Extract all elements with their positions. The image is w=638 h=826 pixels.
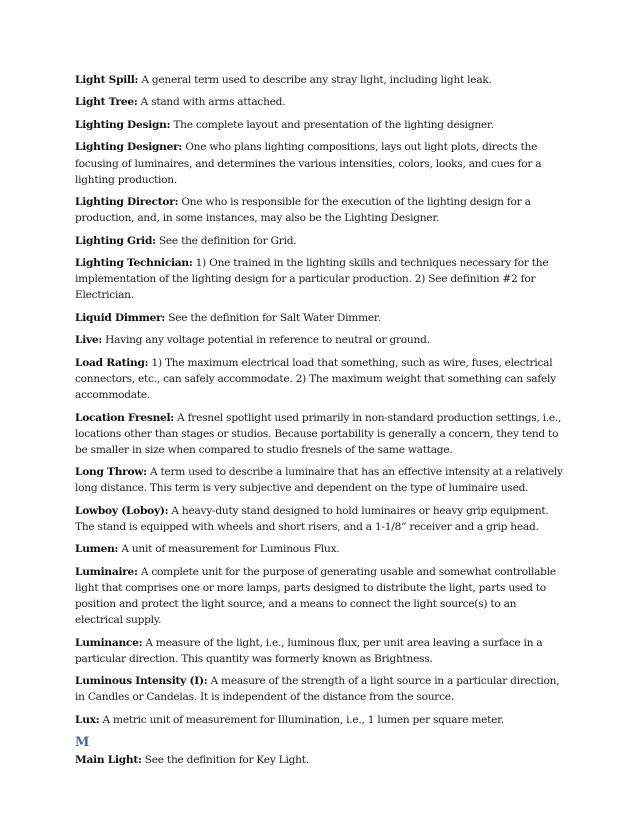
glossary-definition: The complete layout and presentation of the lighting designer. — [173, 118, 494, 131]
glossary-entries-m — [75, 752, 563, 768]
glossary-definition: Having any voltage potential in reference to neutral or ground. — [105, 334, 430, 347]
glossary-term: Location Fresnel: — [75, 411, 174, 424]
glossary-entry — [75, 464, 563, 496]
glossary-term: Liquid Dimmer: — [75, 311, 166, 324]
glossary-term: Lighting Technician: — [75, 257, 193, 270]
glossary-term: Long Throw: — [75, 466, 147, 479]
glossary-definition: One who plans lighting compositions, lays out light plots, directs the focusing of luminaires, and determines the various intensities, colors, looks, and cues for a lighting production. — [75, 141, 542, 186]
glossary-term: Lighting Designer: — [75, 141, 183, 154]
glossary-definition: 1) The maximum electrical load that something, such as wire, fuses, electrical connectors, etc., can safely accommodate. 2) The maximum weight that something can safely accommodate. — [75, 356, 556, 402]
glossary-entries-l — [75, 72, 563, 728]
glossary-entry — [75, 355, 563, 403]
glossary-term: Live: — [75, 334, 103, 347]
glossary-term: Load Rating: — [75, 356, 149, 369]
glossary-definition: See the definition for Salt Water Dimmer. — [168, 311, 381, 324]
glossary-term: Lowboy (Loboy): — [75, 504, 169, 517]
glossary-term: Lumen: — [75, 543, 119, 556]
glossary-definition: A general term used to describe any stray light, including light leak. — [141, 74, 492, 86]
glossary-entry — [75, 310, 563, 326]
glossary-entry — [75, 94, 563, 110]
glossary-term: Lighting Director: — [75, 196, 179, 209]
glossary-definition: A term used to describe a luminaire that has an effective intensity at a relatively long distance. This term is very subjective and dependent on the type of luminaire used. — [75, 466, 563, 495]
glossary-definition: One who is responsible for the execution of the lighting design for a production, and, in some instances, may also be the Lighting Designer. — [75, 196, 531, 225]
glossary-entry — [75, 673, 563, 705]
glossary-term: Luminaire: — [75, 565, 138, 578]
glossary-entry — [75, 635, 563, 667]
glossary-definition: A measure of the light, i.e., luminous flux, per unit area leaving a surface in a particular direction. This quantity was formerly known as Brightness. — [75, 636, 543, 665]
glossary-entry — [75, 194, 563, 226]
glossary-entry — [75, 564, 563, 628]
glossary-entry — [75, 410, 563, 458]
glossary-entry — [75, 72, 563, 88]
glossary-entry — [75, 712, 563, 728]
glossary-term: Lux: — [75, 713, 100, 726]
glossary-entry — [75, 541, 563, 557]
glossary-entry — [75, 332, 563, 348]
section-letter-heading: M — [75, 735, 90, 751]
glossary-entry — [75, 752, 563, 768]
glossary-term: Light Tree: — [75, 96, 138, 109]
glossary-term: Lighting Grid: — [75, 234, 156, 247]
glossary-definition: See the definition for Grid. — [158, 234, 297, 247]
glossary-definition: A metric unit of measurement for Illumination, i.e., 1 lumen per square meter. — [102, 713, 504, 726]
glossary-entry — [75, 255, 563, 303]
glossary-entry — [75, 139, 563, 187]
glossary-entry — [75, 117, 563, 133]
glossary-term: Luminance: — [75, 636, 143, 649]
glossary-entry — [75, 233, 563, 249]
glossary-term: Luminous Intensity (I): — [75, 675, 208, 688]
glossary-definition: A measure of the strength of a light source in a particular direction, in Candles or Candelas. It is independent of the distance from the source. — [75, 675, 560, 704]
glossary-definition: A fresnel spotlight used primarily in non-standard production settings, i.e., locations other than stages or studios. Because portability is generally a concern, they tend to be smaller in size when compared to studio fresnels of the same wattage. — [75, 411, 562, 456]
glossary-entry — [75, 503, 563, 535]
glossary-definition: A complete unit for the purpose of generating usable and somewhat controllable light that comprises one or more lamps, parts designed to distribute the light, parts used to position and protect the light source, and a means to connect the light source(s) to an electrical supply. — [75, 565, 556, 627]
glossary-definition: A unit of measurement for Luminous Flux. — [121, 543, 340, 556]
glossary-definition: See the definition for Key Light. — [144, 754, 309, 767]
glossary-page — [75, 72, 563, 775]
glossary-term: Light Spill: — [75, 74, 139, 86]
glossary-definition: 1) One trained in the lighting skills and techniques necessary for the implementation of the lighting design for a particular production. 2) See definition #2 for Electrician. — [75, 257, 549, 302]
glossary-definition: A stand with arms attached. — [140, 96, 286, 109]
glossary-term: Lighting Design: — [75, 118, 171, 131]
glossary-term: Main Light: — [75, 754, 142, 767]
glossary-definition: A heavy-duty stand designed to hold luminaires or heavy grip equipment. The stand is equipped with wheels and short risers, and a 1-1/8” receiver and a grip head. — [75, 504, 549, 533]
